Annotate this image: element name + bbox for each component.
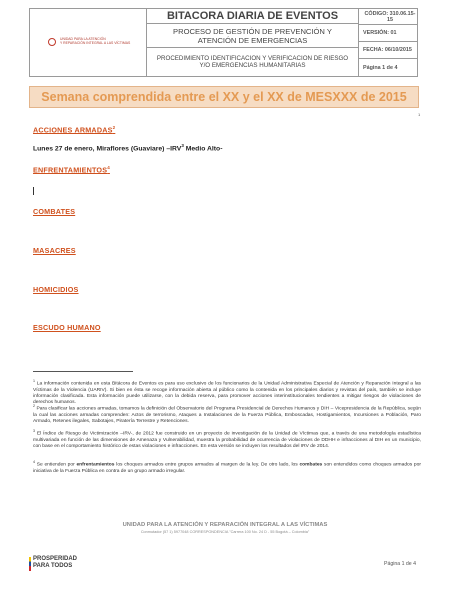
logo-line-2: Y REPARACIÓN INTEGRAL A LAS VÍCTIMAS <box>60 41 131 46</box>
logo-cell <box>30 9 147 76</box>
week-banner <box>29 86 419 108</box>
brand-line-1: PROSPERIDAD <box>33 556 78 562</box>
footnote-1: $^1$ La información contenida en esta Bitácora de Eventos es para uso exclusivo de los funcionarios de la Unidad Administrativa Especial de Atención y Reparación Integral a las Víctimas de la Violencia (UARIV). Si bien en ésta se recoge información abierta al público como la contenida en los principales diarios y revistas del país, también se incluye información clasificada. Esta información puede utilizarse, con la debida reserva, para promover acciones interinstitucionales tendientes a mitigar riesgos de violaciones de derechos humanos. <box>33 379 422 405</box>
section-masacres: MASACRES <box>33 246 76 255</box>
process-name: PROCESO DE GESTIÓN DE PREVENCIÓN Y ATENCIÓN DE EMERGENCIAS <box>173 26 332 45</box>
section-homicidios: HOMICIDIOS <box>33 285 79 294</box>
unidad-victimas-logo <box>48 36 131 50</box>
footer-organization: UNIDAD PARA LA ATENCIÓN Y REPARACIÓN INTEGRAL A LAS VÍCTIMAS <box>122 522 328 528</box>
flag-bar-icon <box>29 557 31 571</box>
prosperidad-logo <box>29 556 89 574</box>
section-combates: COMBATES <box>33 207 76 216</box>
emblem-icon <box>48 38 56 46</box>
page-cell: Página 1 de 4 <box>363 64 398 71</box>
section-acciones-armadas: ACCIONES ARMADAS$^2$ <box>33 125 116 135</box>
header-titles <box>147 9 359 76</box>
header-table <box>29 8 418 77</box>
event-entry: Lunes 27 de enero, Miraflores (Guaviare) –IRV$^3$ Medio Alto- <box>33 143 223 153</box>
date-cell: FECHA: 06/10/2015 <box>359 42 417 59</box>
corner-mark: 1 <box>418 112 421 117</box>
procedure-name: PROCEDIMIENTO IDENTIFICACION Y VERIFICACION DE RIESGO Y/O EMERGENCIAS HUMANITARIAS <box>156 54 349 69</box>
section-escudo-humano: ESCUDO HUMANO <box>33 323 101 332</box>
logo-line-1: UNIDAD PARA LA ATENCIÓN <box>60 37 106 41</box>
version-cell: VERSIÓN: 01 <box>359 25 417 42</box>
brand-line-2: PARA TODOS <box>33 563 73 569</box>
footnote-2: $^2$ Para clasificar las acciones armadas, tomamos la definición del Observatorio del Programa Presidencial de Derechos Humanos y DIH – Vicepresidencia de la República, según la cual las acciones armadas comprenden: Actos de terrorismo, Ataques a Instalaciones de la Fuerza Pública, Emboscadas, Hostigamientos, Incursiones a Población, Paro Armado, Retenes ilegales, Sabotajes, Piratería Terrestre y Retenciones. <box>33 404 421 424</box>
week-banner-text: Semana comprendida entre el XX y el XX de MESXXX de 2015 <box>41 90 407 104</box>
section-enfrentamientos: ENFRENTAMIENTOS$^4$ <box>33 165 110 175</box>
header-meta <box>359 9 417 76</box>
footnote-3: $^3$ El Índice de Riesgo de Victimización –IRV-, de 2012 fue construido en un proyecto de investigación de la Unidad de Víctimas que, a través de una metodología estadística multivariada en función de las dimensiones de Amenaza y Vulnerabilidad, muestra la probabilidad de ocurrencia de violaciones de DDHH e infracciones al DIH en un municipio, con base en el comportamiento histórico de estas violaciones e infracciones. En esta versión se incluyen los resultados del IRV de 2014. <box>33 429 422 449</box>
footer-contact: Conmutador (57 1) 5977048 CORRESPONDENCIA "Carrera 100 No. 24 D - 55 Bogotá – Colombia" <box>140 530 310 534</box>
text-cursor[interactable] <box>33 187 34 195</box>
document-title: BITACORA DIARIA DE EVENTOS <box>166 10 339 22</box>
footnote-4: $^4$ Se entienden por enfrentamientos los choques armados entre grupos armados al margen de la ley. De otro lado, los combates son entendidos como choques armados por iniciativa de la Fuerza Pública en contra de un grupo armado irregular. <box>33 460 421 474</box>
code-cell: CÓDIGO: 310.06.15-15 <box>359 9 417 25</box>
footnote-rule <box>33 371 133 372</box>
footer-page-number: Página 1 de 4 <box>384 561 417 567</box>
